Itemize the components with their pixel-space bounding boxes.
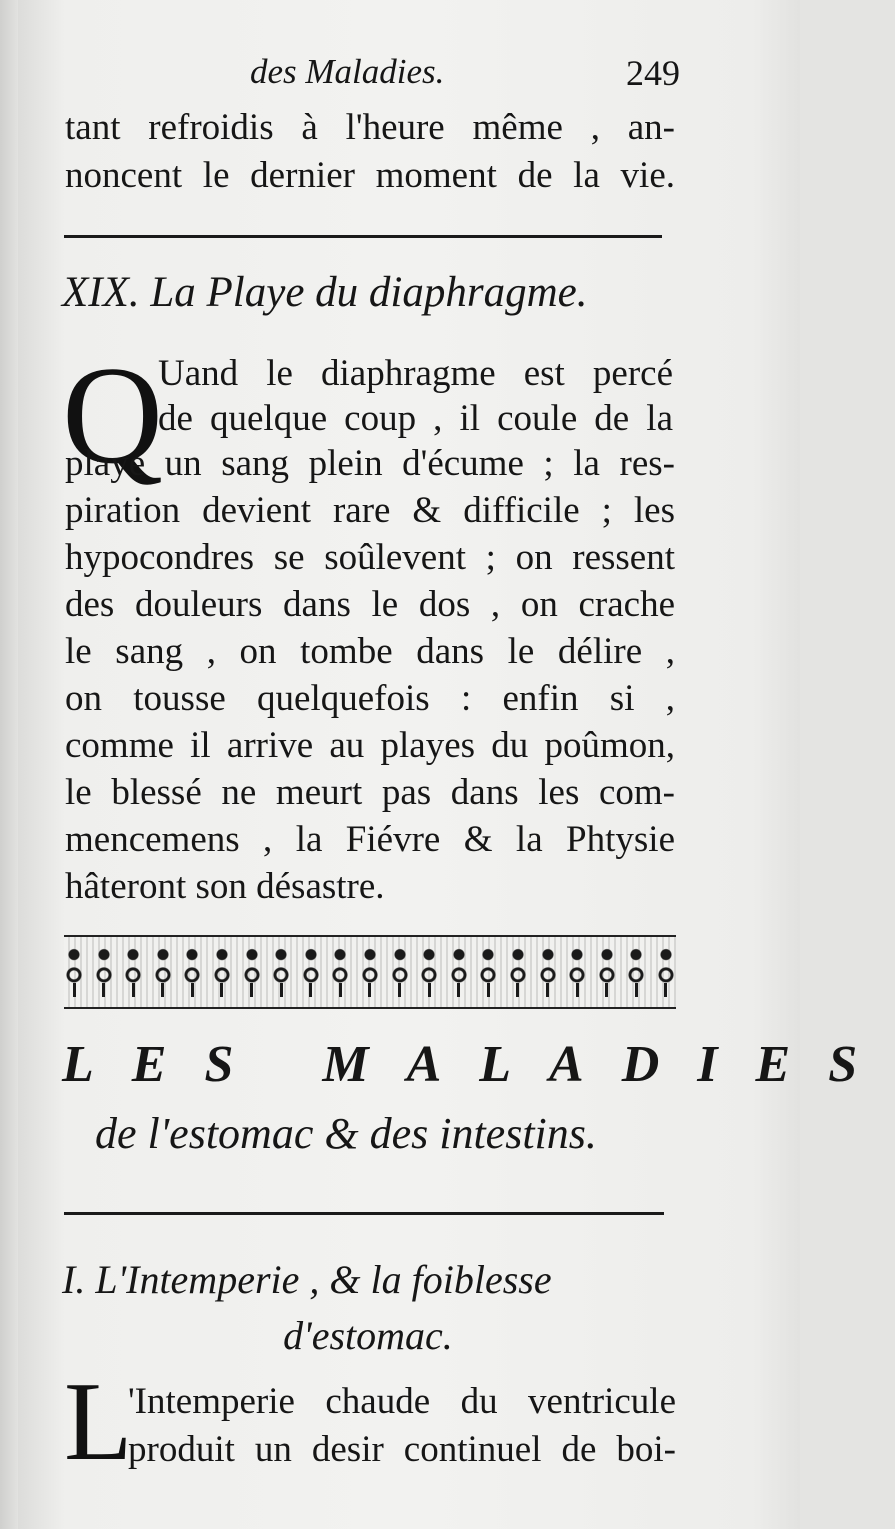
section-heading-continued: d'estomac. bbox=[283, 1313, 453, 1358]
ornament-glyph bbox=[360, 943, 380, 1001]
section-divider bbox=[64, 235, 662, 238]
ornament-glyph bbox=[626, 943, 646, 1001]
ornament-glyph bbox=[94, 943, 114, 1001]
chapter-title: LES MALADIES bbox=[62, 1036, 895, 1093]
running-title: des Maladies. bbox=[250, 52, 445, 91]
drop-cap: L bbox=[64, 1360, 133, 1484]
text-line: on tousse quelquefois : enfin si , bbox=[65, 678, 675, 719]
ornament-glyph bbox=[419, 943, 439, 1001]
text-line: de quelque coup , il coule de la bbox=[158, 398, 673, 439]
ornament-glyph bbox=[567, 943, 587, 1001]
section-divider bbox=[64, 1212, 664, 1215]
ornament-glyph bbox=[123, 943, 143, 1001]
ornament-glyph bbox=[390, 943, 410, 1001]
ornament-glyph bbox=[330, 943, 350, 1001]
text-line: mencemens , la Fiévre & la Phtysie bbox=[65, 819, 675, 860]
ornament-glyph bbox=[508, 943, 528, 1001]
text-line: hâteront son désastre. bbox=[65, 866, 385, 907]
page-number: 249 bbox=[626, 53, 680, 93]
text-line: piration devient rare & difficile ; les bbox=[65, 490, 675, 531]
section-heading: XIX. La Playe du diaphragme. bbox=[62, 269, 588, 316]
text-line: des douleurs dans le dos , on crache bbox=[65, 584, 675, 625]
ornament-glyph bbox=[153, 943, 173, 1001]
ornament-glyph bbox=[449, 943, 469, 1001]
drop-cap: Q bbox=[62, 338, 164, 493]
text-line: comme il arrive au playes du poûmon, bbox=[65, 725, 675, 766]
ornament-glyph bbox=[656, 943, 676, 1001]
ornament-glyph bbox=[242, 943, 262, 1001]
text-line: le sang , on tombe dans le délire , bbox=[65, 631, 675, 672]
ornament-glyph bbox=[301, 943, 321, 1001]
text-line: 'Intemperie chaude du ventricule bbox=[128, 1381, 676, 1422]
text-line: playe un sang plein d'écume ; la res- bbox=[65, 443, 675, 484]
ornament-glyph bbox=[597, 943, 617, 1001]
running-head bbox=[60, 52, 680, 102]
section-heading: I. L'Intemperie , & la foiblesse bbox=[62, 1257, 552, 1302]
chapter-subtitle: de l'estomac & des intestins. bbox=[95, 1109, 597, 1158]
ornament-glyph bbox=[64, 943, 84, 1001]
text-line: tant refroidis à l'heure même , an- bbox=[65, 107, 675, 148]
ornament-glyph bbox=[478, 943, 498, 1001]
text-line: produit un desir continuel de boi- bbox=[128, 1429, 676, 1470]
ornament-glyph bbox=[538, 943, 558, 1001]
ornament-glyph bbox=[212, 943, 232, 1001]
text-line: hypocondres se soûlevent ; on ressent bbox=[65, 537, 675, 578]
ornament-glyph bbox=[182, 943, 202, 1001]
page-gutter bbox=[0, 0, 18, 1529]
ornament-glyph bbox=[271, 943, 291, 1001]
text-line: noncent le dernier moment de la vie. bbox=[65, 155, 675, 196]
text-line: le blessé ne meurt pas dans les com- bbox=[65, 772, 675, 813]
ornament-band bbox=[64, 935, 676, 1009]
text-line: Uand le diaphragme est percé bbox=[158, 353, 673, 394]
